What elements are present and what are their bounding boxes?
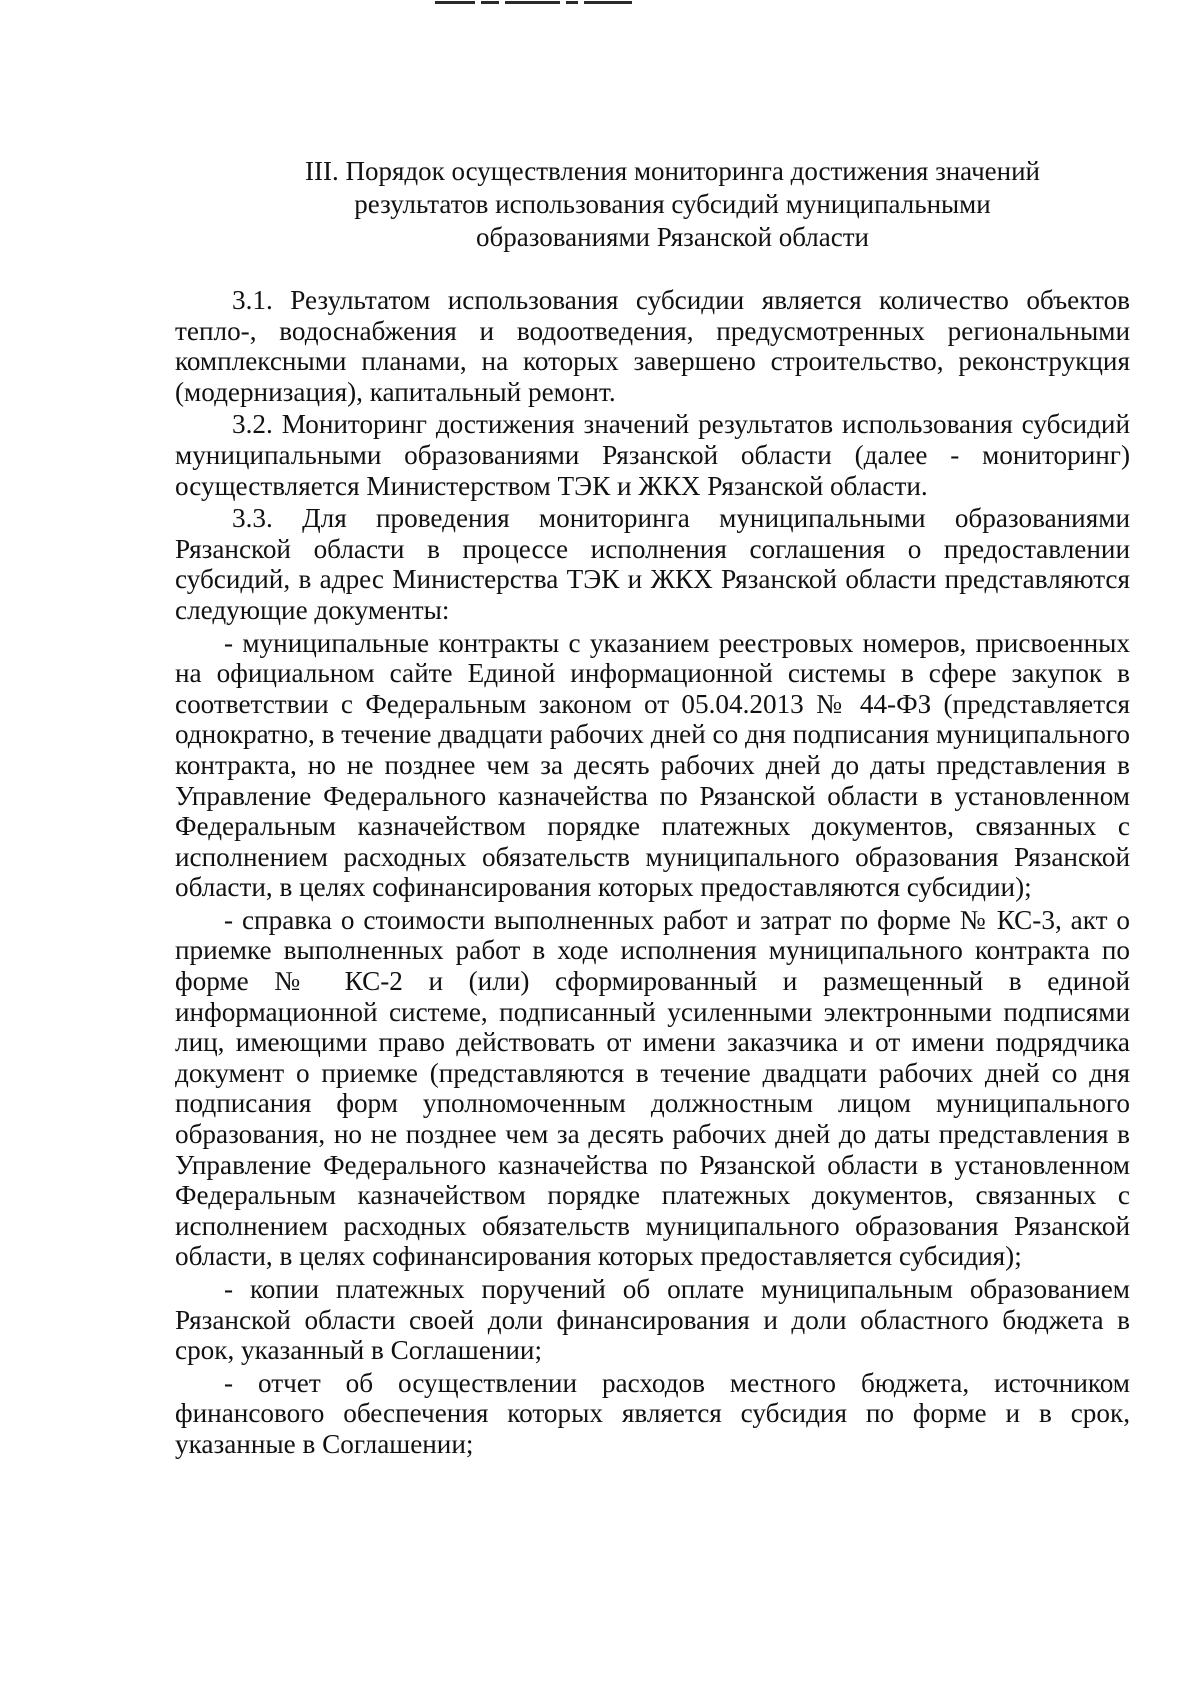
list-item-expense-report: - отчет об осуществлении расходов местного бюджета, источником финансового обеспечения которых является субсидия по форме и в срок, указанные в Соглашении;	[175, 1367, 1130, 1459]
list-item-payment-orders: - копии платежных поручений об оплате муниципальным образованием Рязанской области своей доли финансирования и доли областного бюджета в срок, указанный в Соглашении;	[175, 1274, 1130, 1366]
document-page	[175, 155, 1130, 1462]
section-heading	[175, 155, 1130, 254]
paragraph-3-3: 3.3. Для проведения мониторинга муниципальными образованиями Рязанской области в процессе исполнения соглашения о предоставлении субсидий, в адрес Министерства ТЭК и ЖКХ Рязанской области представляются следующие документы:	[175, 503, 1130, 625]
heading-line-1: III. Порядок осуществления мониторинга достижения значений	[305, 156, 1040, 186]
heading-line-3: образованиями Рязанской области	[476, 222, 869, 252]
list-item-municipal-contracts: - муниципальные контракты с указанием реестровых номеров, присвоенных на официальном сайте Единой информационной системы в сфере закупок в соответствии с Федеральным законом от 05.04.2013 № 44-ФЗ (представляется однократно, в течение двадцати рабочих дней со дня подписания муниципального контракта, но не позднее чем за десять рабочих дней до даты представления в Управление Федерального казначейства по Рязанской области в установленном Федеральным казначейством порядке платежных документов, связанных с исполнением расходных обязательств муниципального образования Рязанской области, в целях софинансирования которых предоставляются субсидии);	[175, 627, 1130, 903]
list-item-ks3-certificate: - справка о стоимости выполненных работ и затрат по форме № КС-3, акт о приемке выполненных работ в ходе исполнения муниципального контракта по форме № КС-2 и (или) сформированный и размещенный в единой информационной системе, подписанный усиленными электронными подписями лиц, имеющими право действовать от имени заказчика и от имени подрядчика документ о приемке (представляются в течение двадцати рабочих дней со дня подписания форм уполномоченным должностным лицом муниципального образования, но не позднее чем за десять рабочих дней до даты представления в Управление Федерального казначейства по Рязанской области в установленном Федеральным казначейством порядке платежных документов, связанных с исполнением расходных обязательств муниципального образования Рязанской области, в целях софинансирования которых предоставляется субсидия);	[175, 904, 1130, 1272]
paragraph-3-1: 3.1. Результатом использования субсидии является количество объектов тепло-, водоснабжения и водоотведения, предусмотренных региональными комплексными планами, на которых завершено строительство, реконструкция (модернизация), капитальный ремонт.	[175, 285, 1130, 407]
heading-line-2: результатов использования субсидий муниципальными	[354, 189, 991, 219]
paragraph-3-2: 3.2. Мониторинг достижения значений результатов использования субсидий муниципальными образованиями Рязанской области (далее - мониторинг) осуществляется Министерством ТЭК и ЖКХ Рязанской области.	[175, 409, 1130, 501]
scan-artifact	[435, 0, 632, 6]
